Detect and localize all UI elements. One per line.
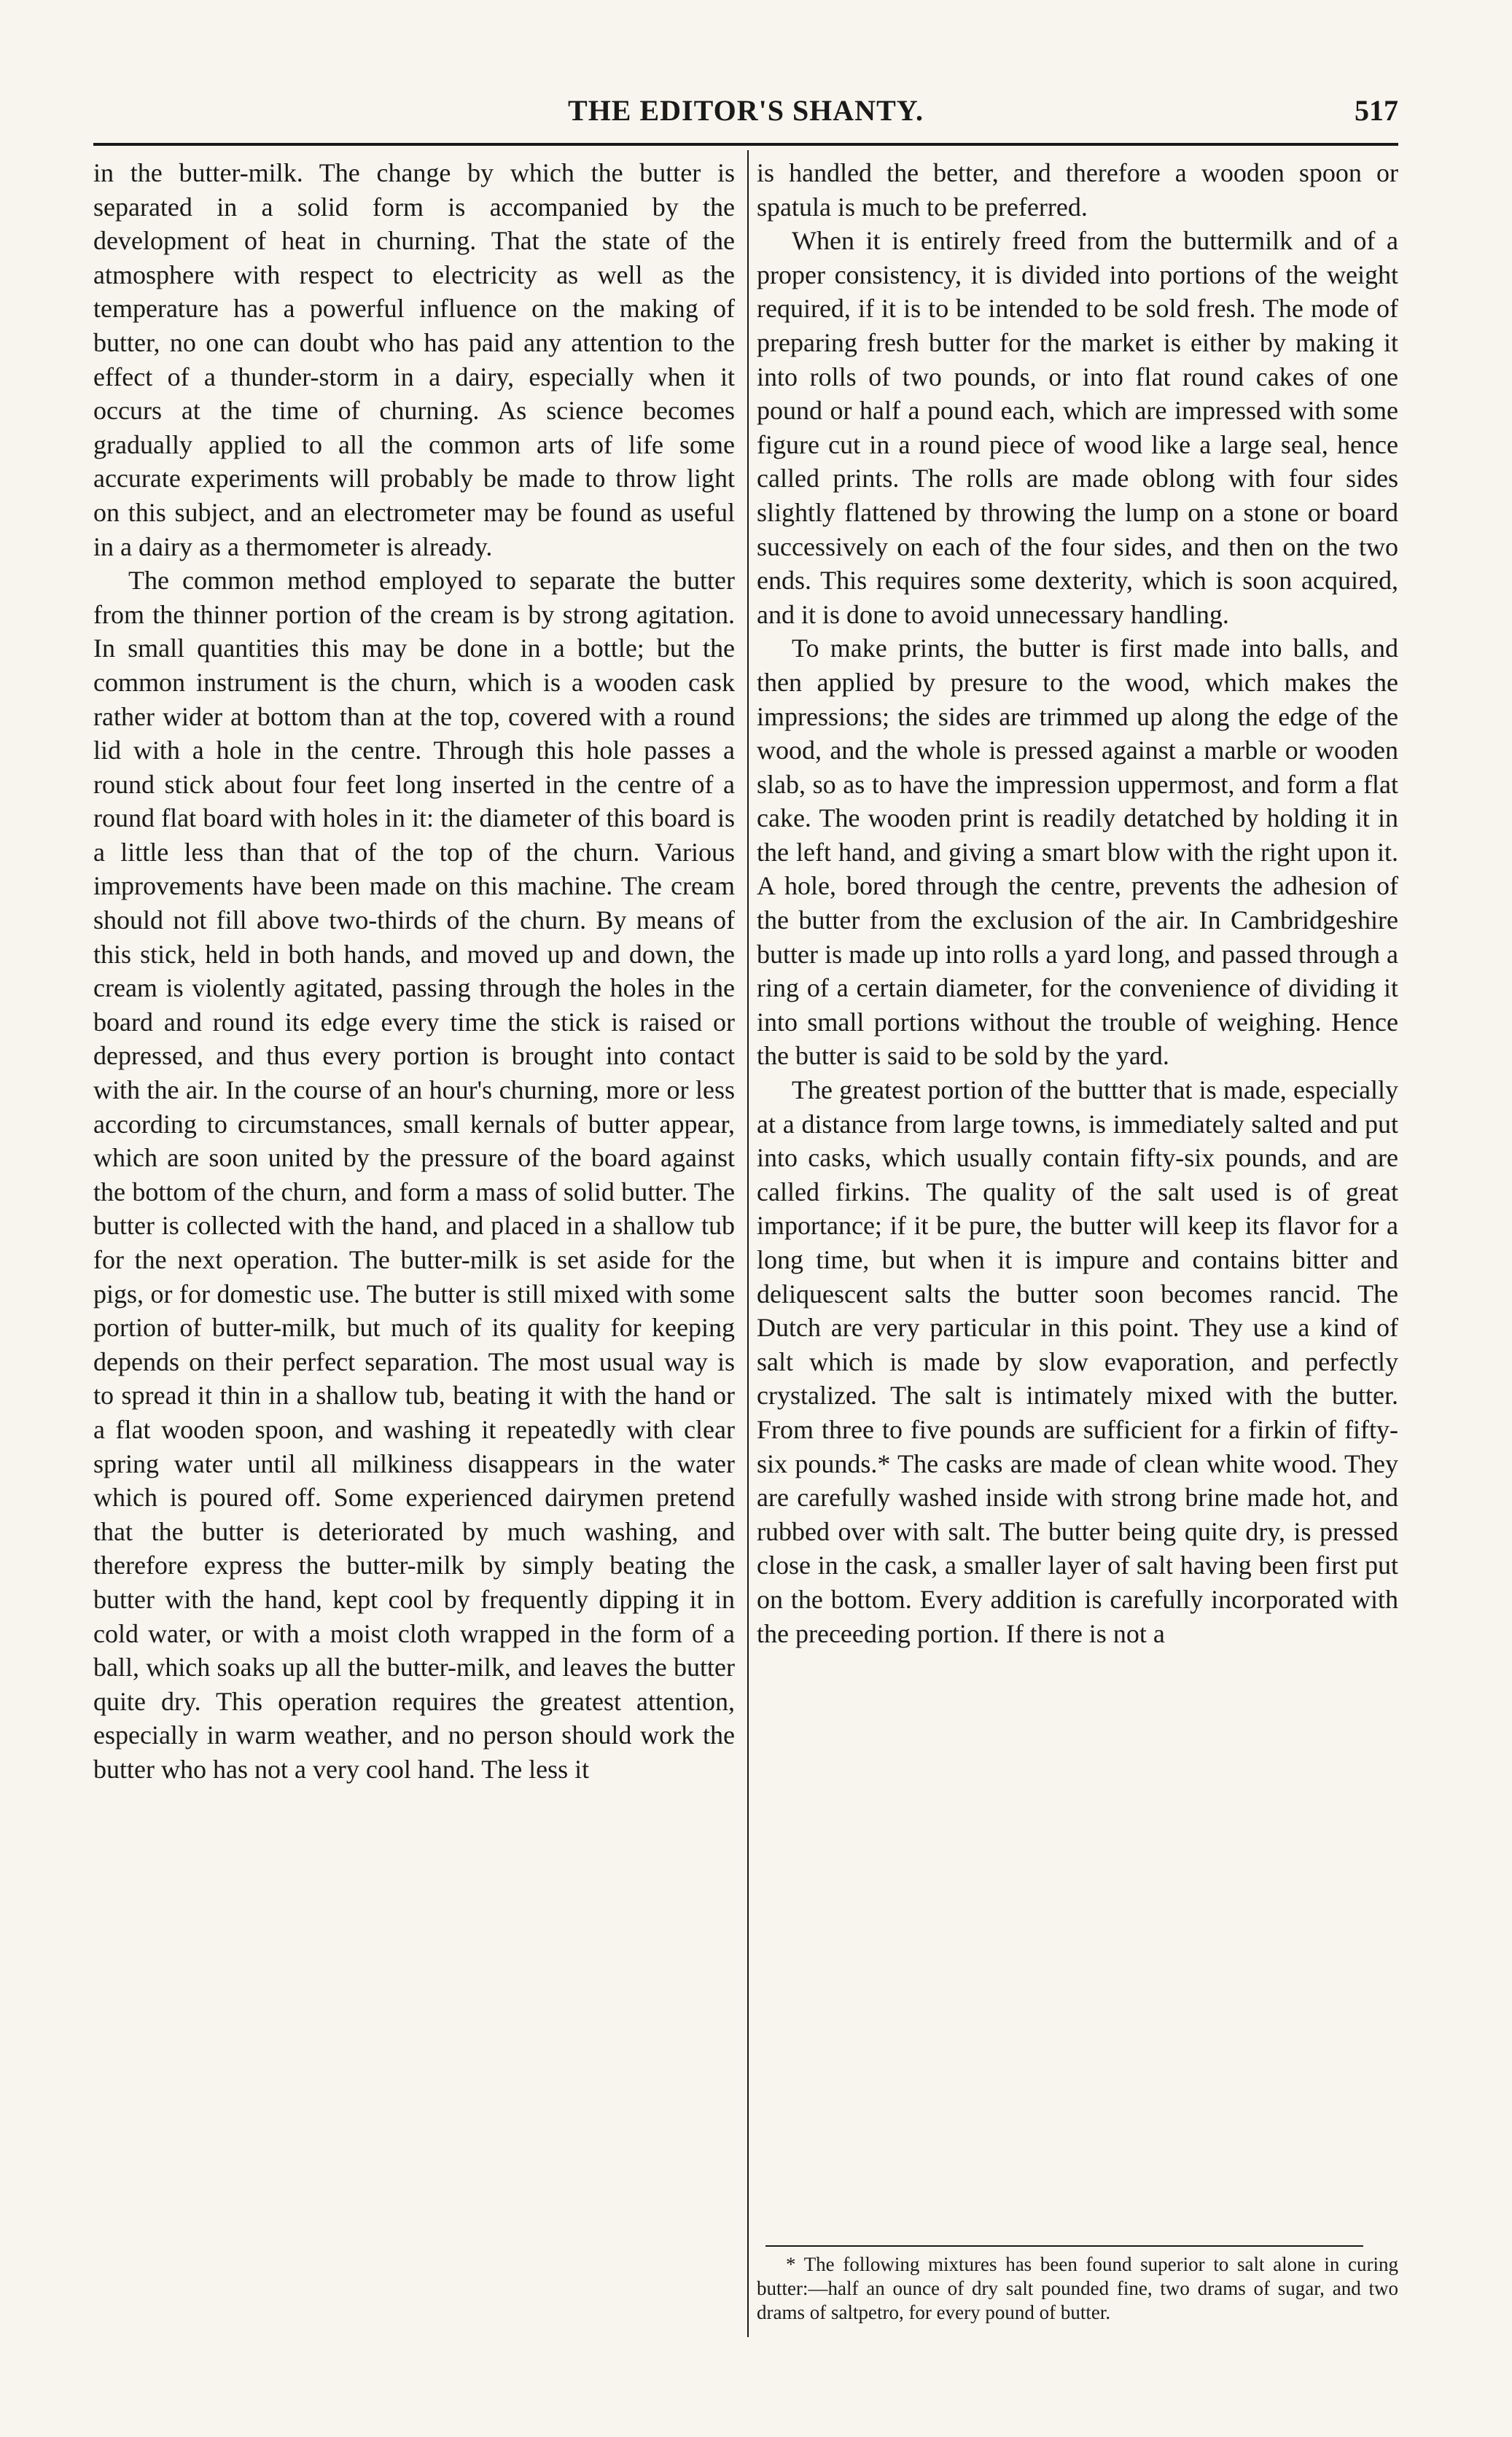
running-title: THE EDITOR'S SHANTY. [568,94,924,127]
column-divider [747,150,749,2337]
right-paragraph-1: is handled the better, and therefore a wooden spoon or spatula is much to be preferred. [757,158,1398,222]
right-paragraph-2: When it is entirely freed from the buttermilk and of a proper consistency, it is divided into portions of the weight required, if it is to be intended to be sold fresh. The mode of preparing fresh butter for the market is either by making it into rolls of two pounds, or into flat round cakes of one pound or half a pound each, which are impressed with some figure cut in a round piece of wood like a large seal, hence called prints. The rolls are made oblong with four sides slightly flattened by throwing the lump on a stone or board successively on each of the four sides, and then on the two ends. This requires some dexterity, which is soon acquired, and it is done to avoid unnecessary handling. [757,226,1398,629]
page-header [93,93,1398,144]
right-paragraph-3: To make prints, the butter is first made into balls, and then applied by presure to the wood, which makes the impressions; the sides are trimmed up along the edge of the wood, and the whole is pressed against a marble or wooden slab, so as to have the impression uppermost, and form a flat cake. The wooden print is readily detatched by holding it in the left hand, and giving a smart blow with the right upon it. A hole, bored through the centre, prevents the adhesion of the butter from the exclusion of the air. In Cambridgeshire butter is made up into rolls a yard long, and passed through a ring of a certain diameter, for the convenience of dividing it into small portions without the trouble of weighing. Hence the butter is said to be sold by the yard. [757,633,1398,1071]
footnote: * The following mixtures has been found superior to salt alone in curing butter:—half an ounce of dry salt pounded fine, two drams of sugar, and two drams of saltpetro, for every pound of butter. [757,2253,1398,2323]
left-column [93,156,735,1787]
left-paragraph-1: in the butter-milk. The change by which the butter is separated in a solid form is accompanied by the development of heat in churning. That the state of the atmosphere with respect to electricity as well as the temperature has a powerful influence on the making of butter, no one can doubt who has paid any attention to the effect of a thunder-storm in a dairy, especially when it occurs at the time of churning. As science becomes gradually applied to all the common arts of life some accurate experiments will probably be made to throw light on this subject, and an electrometer may be found as useful in a dairy as a thermometer is already. [93,158,735,561]
left-paragraph-2: The common method employed to separate the butter from the thinner portion of the cream is by strong agitation. In small quantities this may be done in a bottle; but the common instrument is the churn, which is a wooden cask rather wider at bottom than at the top, covered with a round lid with a hole in the centre. Through this hole passes a round stick about four feet long inserted in the centre of a round flat board with holes in it: the diameter of this board is a little less than that of the top of the churn. Various improvements have been made on this machine. The cream should not fill above two-thirds of the churn. By means of this stick, held in both hands, and moved up and down, the cream is violently agitated, passing through the holes in the board and round its edge every time the stick is raised or depressed, and thus every portion is brought into contact with the air. In the course of an hour's churning, more or less according to circumstances, small kernals of butter appear, which are soon united by the pressure of the board against the bottom of the churn, and form a mass of solid butter. The butter is collected with the hand, and placed in a shallow tub for the next operation. The butter-milk is set aside for the pigs, or for domestic use. The butter is still mixed with some portion of butter-milk, but much of its quality for keeping depends on their perfect separation. The most usual way is to spread it thin in a shallow tub, beating it with the hand or a flat wooden spoon, and washing it repeatedly with clear spring water until all milkiness disappears in the water which is poured off. Some experienced dairymen pretend that the butter is deteriorated by much washing, and therefore express the butter-milk by simply beating the butter with the hand, kept cool by frequently dipping it in cold water, or with a moist cloth wrapped in the form of a ball, which soaks up all the butter-milk, and leaves the butter quite dry. This operation requires the greatest attention, especially in warm weather, and no person should work the butter who has not a very cool hand. The less it [93,566,735,1784]
footnote-rule [765,2245,1363,2247]
page-number: 517 [1355,94,1398,127]
header-rule [93,143,1398,146]
right-paragraph-4: The greatest portion of the buttter that is made, especially at a distance from large towns, is immediately salted and put into casks, which usually contain fifty-six pounds, and are called firkins. The quality of the salt used is of great importance; if it be pure, the butter will keep its flavor for a long time, but when it is impure and contains bitter and deliquescent salts the butter soon becomes rancid. The Dutch are very particular in this point. They use a kind of salt which is made by slow evaporation, and perfectly crystalized. The salt is intimately mixed with the butter. From three to five pounds are sufficient for a firkin of fifty-six pounds.* The casks are made of clean white wood. They are carefully washed inside with strong brine made hot, and rubbed over with salt. The butter being quite dry, is pressed close in the cask, a smaller layer of salt having been first put on the bottom. Every addition is carefully incorporated with the preceeding portion. If there is not a [757,1075,1398,1648]
right-column [757,156,1398,1650]
